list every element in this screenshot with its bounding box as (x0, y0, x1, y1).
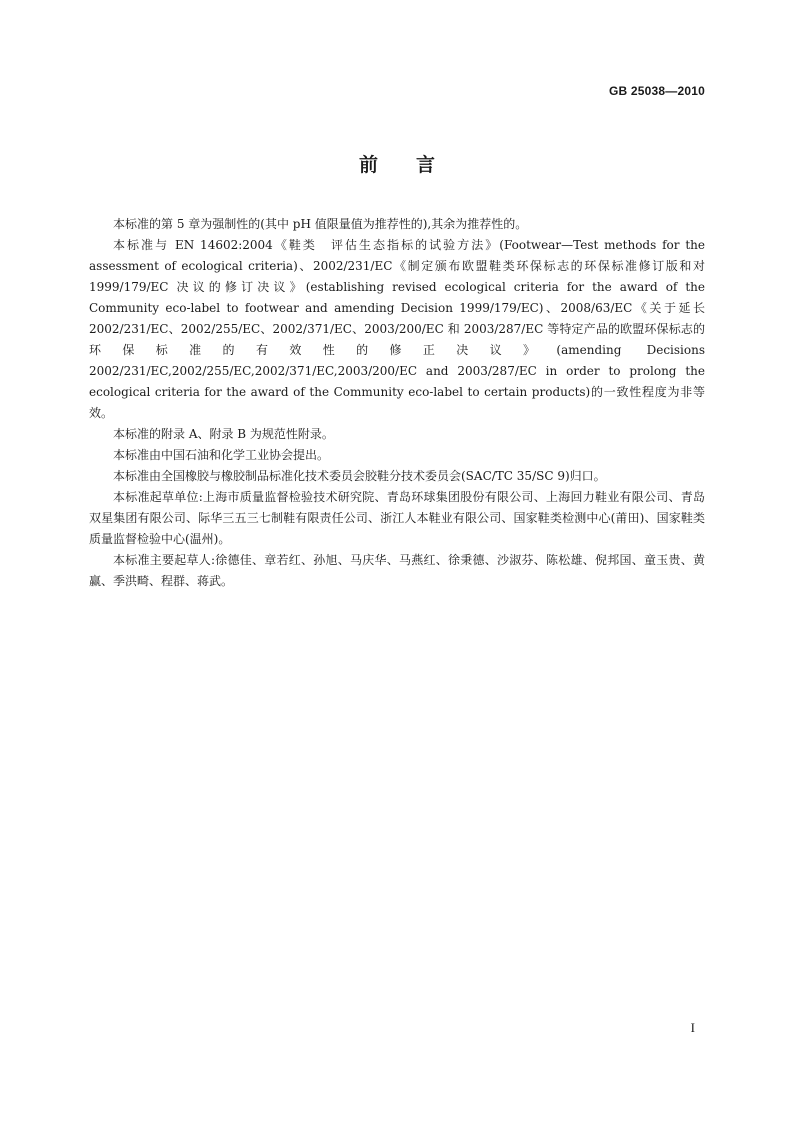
foreword-body (89, 214, 705, 592)
paragraph-annexes: 本标准的附录 A、附录 B 为规范性附录。 (113, 427, 334, 441)
standard-code: GB 25038—2010 (609, 84, 705, 98)
page-title: 前言 (358, 154, 473, 176)
paragraph-equivalence: 本标准与 EN 14602:2004《鞋类 评估生态指标的试验方法》(Footwear—Test methods for the assessment of ecological criteria)、2002/231/EC《制定颁布欧盟鞋类环保标志的环保标准修订版和对 1999/179/EC 决议的修订决议》(establishing revised ecological criteria for the award of the Community eco-label to footwear and amending Decision 1999/179/EC)、2008/63/EC《关于延长 2002/231/EC、2002/255/EC、2002/371/EC、2003/200/EC 和 2003/287/EC 等特定产品的欧盟环保标志的环保标准的有效性的修正决议》(amending Decisions 2002/231/EC,2002/255/EC,2002/371/EC,2003/200/EC and 2003/287/EC in order to prolong the ecological criteria for the award of the Community eco-label to certain products)的一致性程度为非等效。 (89, 238, 705, 420)
paragraph-drafting-units: 本标准起草单位:上海市质量监督检验技术研究院、青岛环球集团股份有限公司、上海回力鞋业有限公司、青岛双星集团有限公司、际华三五三七制鞋有限责任公司、浙江人本鞋业有限公司、国家鞋类检测中心(莆田)、国家鞋类质量监督检验中心(温州)。 (89, 490, 705, 546)
paragraph-mandatory-scope: 本标准的第 5 章为强制性的(其中 pH 值限量值为推荐性的),其余为推荐性的。 (113, 217, 528, 231)
paragraph-drafters: 本标准主要起草人:徐德佳、章若红、孙旭、马庆华、马燕红、徐秉德、沙淑芬、陈松雄、倪邦国、童玉贵、黄赢、季洪畸、程群、蒋武。 (89, 553, 705, 588)
page-number: I (690, 1020, 695, 1035)
paragraph-proposer: 本标准由中国石油和化学工业协会提出。 (113, 448, 330, 462)
paragraph-committee: 本标准由全国橡胶与橡胶制品标准化技术委员会胶鞋分技术委员会(SAC/TC 35/SC 9)归口。 (113, 469, 606, 483)
